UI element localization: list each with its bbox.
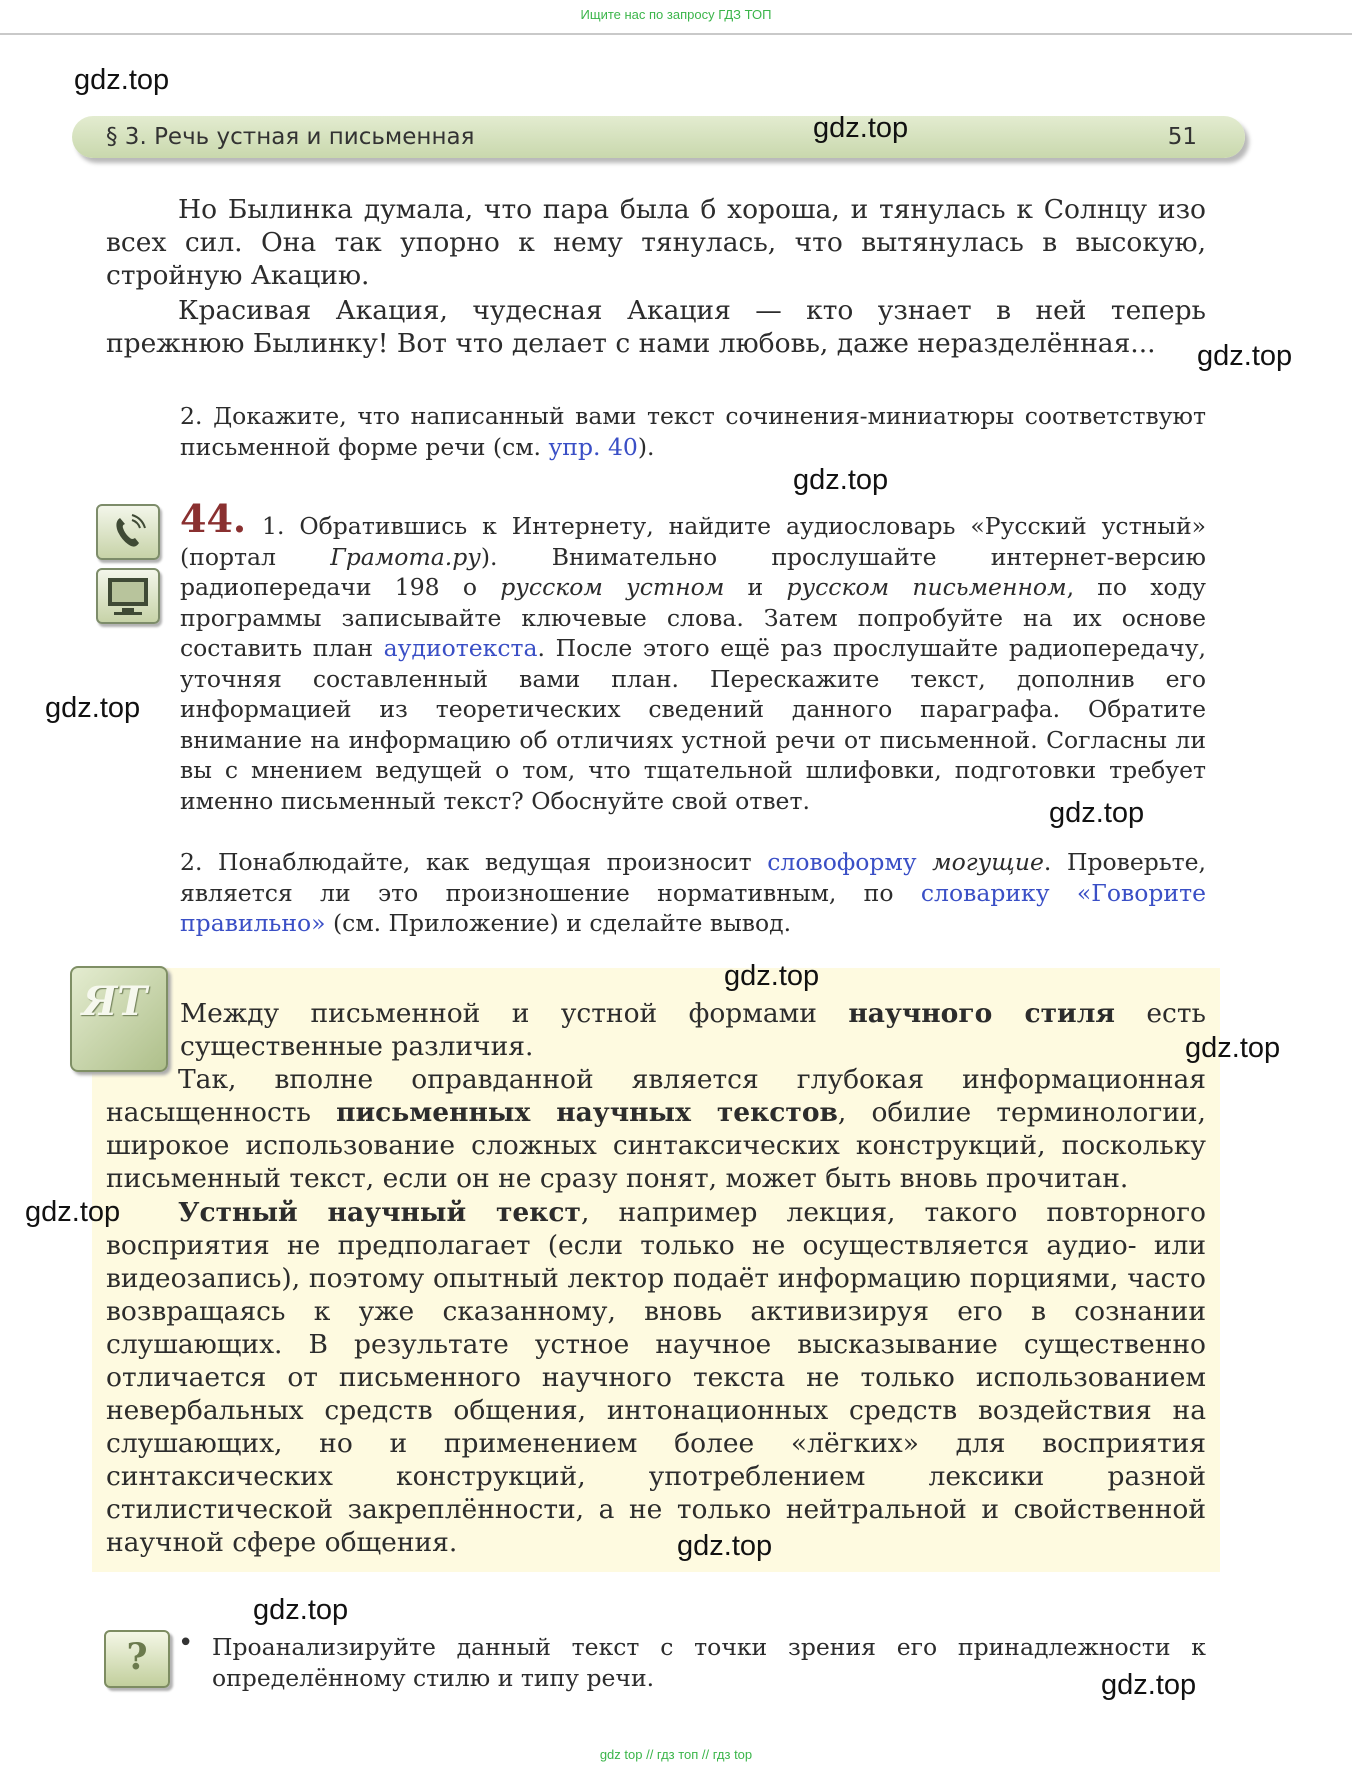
watermark: gdz.top <box>25 1196 121 1228</box>
exercise-44-part-1 <box>180 511 1206 816</box>
ex44-p2-b: . Проверьте, является ли это произношение нормативным, по <box>180 848 1206 907</box>
exercise-44-part-2 <box>180 847 1206 939</box>
story-paragraph-2 <box>106 294 1206 360</box>
top-banner <box>0 0 1352 35</box>
ex44-p1-italic-1: русском устном <box>500 573 725 601</box>
ex44-p1-e: . После этого ещё раз прослушайте радиопередачу, уточняя составленный вами план. Перескажите текст, дополнив его информацией из теоретических сведений данного параграфа. Обратите внимание на информацию об отличиях устной речи от письменной. Согласны ли вы с мнением ведущей о том, что тщательной шлифовки, подготовки требует именно письменный текст? Обоснуйте свой ответ. <box>180 634 1206 815</box>
story-paragraph-1-text: Но Былинка думала, что пара была б хороша, и тянулась к Солнцу изо всех сил. Она так упорно к нему тянулась, что вытянулась в высокую, стройную Акацию. <box>106 194 1206 291</box>
story-paragraph-2-text: Красивая Акация, чудесная Акация — кто узнает в ней теперь прежнюю Былинку! Вот что делает с нами любовь, даже неразделённая... <box>106 295 1206 359</box>
task-43-end: ). <box>637 432 655 461</box>
theory-paragraph-1 <box>180 997 1206 1063</box>
theory-p2-b: письменных научных текстов <box>336 1097 838 1128</box>
theory-icon <box>70 966 168 1072</box>
ex44-p2-c: (см. Приложение) и сделайте вывод. <box>325 909 792 937</box>
question-icon <box>104 1630 170 1688</box>
theory-p2-a: Так, вполне оправданной является глубокая информационная насыщенность <box>106 1064 1206 1128</box>
computer-icon <box>96 568 160 624</box>
theory-p1-b: научного стиля <box>848 998 1115 1029</box>
theory-p2-c: , обилие терминологии, широкое использование сложных синтаксических конструкций, поскольку письменный текст, если он не сразу понят, может быть вновь прочитан. <box>106 1097 1206 1194</box>
footer-links[interactable]: gdz top // гдз топ // гдз top <box>599 1747 753 1762</box>
wordform-link[interactable]: словоформу <box>767 848 917 876</box>
theory-p1-c: есть существенные различия. <box>180 998 1206 1062</box>
theory-p1-a: Между письменной и устной формами <box>180 998 849 1029</box>
watermark: gdz.top <box>74 64 170 96</box>
watermark: gdz.top <box>1049 797 1145 829</box>
watermark: gdz.top <box>793 464 889 496</box>
phone-icon <box>96 504 160 560</box>
ex44-p2-word: могущие <box>932 848 1044 876</box>
question-bullet: • <box>178 1628 194 1658</box>
audiotext-link[interactable]: аудиотекста <box>383 634 538 662</box>
ex44-p1-b: ). Внимательно прослушайте интернет-версию радиопередачи 198 о <box>180 542 1207 601</box>
theory-icon-label: ЯТ <box>82 978 148 1025</box>
page-number: 51 <box>1167 124 1197 150</box>
watermark: gdz.top <box>1185 1032 1281 1064</box>
watermark: gdz.top <box>1101 1669 1197 1701</box>
gramota-portal-name: Грамота.ру <box>330 542 481 571</box>
watermark: gdz.top <box>677 1530 773 1562</box>
exercise-44-number: 44. <box>180 496 247 541</box>
theory-paragraph-3 <box>106 1196 1206 1559</box>
story-paragraph-1 <box>106 193 1206 292</box>
watermark: gdz.top <box>253 1594 349 1626</box>
theory-p3-b: , например лекция, такого повторного восприятия не предполагает (если только не осуществляется аудио- или видеозапись), поэтому опытный лектор подаёт информацию порциями, часто возвращаясь к уже сказанному, вновь активизируя его в сознании слушающих. В результате устное научное высказывание существенно отличается от письменного научного текста не только использованием невербальных средств общения, интонационных средств воздействия на слушающих, но и применением более «лёгких» для восприятия синтаксических конструкций, употреблением лексики разной стилистической закреплённости, а не только нейтральной и свойственной научной сфере общения. <box>106 1197 1206 1558</box>
section-header <box>72 116 1245 158</box>
question-icon-glyph: ? <box>126 1636 148 1678</box>
ex44-p1-a: 1. Обратившись к Интернету, найдите аудиословарь «Русский устный» (портал <box>180 512 1206 571</box>
watermark: gdz.top <box>45 692 141 724</box>
ex44-p2-a: 2. Понаблюдайте, как ведущая произносит <box>180 848 768 876</box>
watermark: gdz.top <box>813 112 909 144</box>
section-title: § 3. Речь устная и письменная <box>106 124 475 150</box>
task-43-part-2 <box>180 401 1206 462</box>
ex44-p1-italic-2: русском письменном <box>786 573 1067 601</box>
top-banner-text[interactable]: Ищите нас по запросу ГДЗ ТОП <box>580 7 772 22</box>
ex44-p1-d: , по ходу программы записывайте ключевые слова. Затем попробуйте на их основе составить план <box>180 573 1207 662</box>
theory-p3-a: Устный научный текст <box>178 1197 581 1228</box>
task-43-text: 2. Докажите, что написанный вами текст сочинения-миниатюры соответствуют письменной форме речи (см. <box>180 402 1206 461</box>
watermark: gdz.top <box>1197 340 1293 372</box>
ex44-p2-space <box>917 848 933 876</box>
pronunciation-dictionary-link[interactable]: словарику «Говорите правильно» <box>180 878 1206 937</box>
exercise-40-link[interactable]: упр. 40 <box>548 432 638 461</box>
watermark: gdz.top <box>724 960 820 992</box>
ex44-p1-c: и <box>724 573 787 601</box>
question-text: Проанализируйте данный текст с точки зрения его принадлежности к определённому стилю и типу речи. <box>212 1633 1206 1692</box>
theory-paragraph-2 <box>106 1063 1206 1195</box>
